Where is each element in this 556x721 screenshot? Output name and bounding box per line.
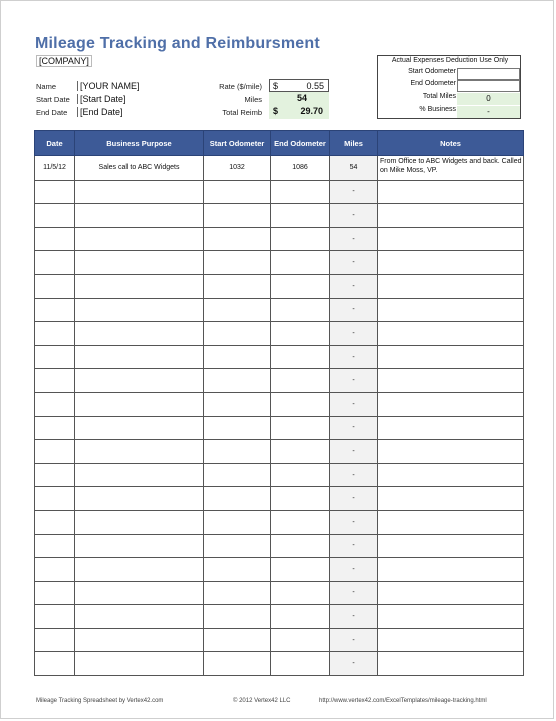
purpose-cell[interactable] (75, 487, 204, 511)
side-row-end-odometer (378, 80, 520, 92)
purpose-cell[interactable] (75, 652, 204, 676)
date-cell[interactable] (35, 345, 75, 369)
start-odometer-cell[interactable] (204, 274, 271, 298)
date-cell[interactable] (35, 180, 75, 204)
side-row-total-miles (378, 93, 520, 105)
start-odometer-cell[interactable] (204, 652, 271, 676)
miles-cell: - (330, 180, 378, 204)
total-reimb-label: Total Reimb (222, 108, 262, 117)
notes-cell[interactable] (378, 510, 524, 534)
rate-label: Rate ($/mile) (219, 82, 262, 91)
start-odometer-cell[interactable] (204, 605, 271, 629)
notes-cell[interactable] (378, 440, 524, 464)
end-odometer-cell[interactable] (271, 534, 330, 558)
reimb-dollar: $ (273, 106, 279, 116)
actual-expenses-title: Actual Expenses Deduction Use Only (391, 57, 509, 64)
purpose-cell[interactable] (75, 227, 204, 251)
end-odometer-cell[interactable] (271, 392, 330, 416)
start-odometer-cell[interactable] (204, 369, 271, 393)
date-cell[interactable] (35, 416, 75, 440)
date-cell[interactable] (35, 652, 75, 676)
end-date-field[interactable]: [End Date] (77, 107, 123, 117)
purpose-cell[interactable] (75, 180, 204, 204)
rate-cell[interactable] (269, 79, 329, 92)
date-cell[interactable] (35, 558, 75, 582)
table-row (35, 605, 524, 629)
table-row (35, 510, 524, 534)
rate-dollar: $ (273, 81, 279, 91)
date-cell[interactable] (35, 298, 75, 322)
start-odometer-cell[interactable] (204, 322, 271, 346)
miles-cell: - (330, 345, 378, 369)
miles-cell: - (330, 440, 378, 464)
date-cell[interactable] (35, 628, 75, 652)
date-cell[interactable] (35, 463, 75, 487)
footer-left: Mileage Tracking Spreadsheet by Vertex42.com (36, 698, 164, 704)
start-odometer-cell[interactable] (204, 416, 271, 440)
notes-cell[interactable] (378, 369, 524, 393)
end-odometer-cell[interactable] (271, 487, 330, 511)
date-cell[interactable] (35, 534, 75, 558)
notes-cell[interactable] (378, 416, 524, 440)
table-row (35, 628, 524, 652)
table-row (35, 298, 524, 322)
table-row (35, 487, 524, 511)
notes-cell[interactable] (378, 605, 524, 629)
purpose-cell[interactable] (75, 534, 204, 558)
end-odometer-cell[interactable]: 1086 (271, 156, 330, 181)
miles-cell: - (330, 204, 378, 228)
header-miles: Miles (330, 131, 378, 156)
purpose-cell[interactable] (75, 392, 204, 416)
notes-cell[interactable] (378, 463, 524, 487)
side-label: Total Miles (422, 93, 456, 100)
table-row (35, 322, 524, 346)
footer-copyright: © 2012 Vertex42 LLC (233, 698, 291, 704)
miles-cell: - (330, 251, 378, 275)
start-odometer-cell[interactable] (204, 558, 271, 582)
end-odometer-cell[interactable] (271, 510, 330, 534)
start-odometer-cell[interactable] (204, 251, 271, 275)
notes-cell[interactable] (378, 652, 524, 676)
end-odometer-cell[interactable] (271, 180, 330, 204)
notes-cell[interactable] (378, 251, 524, 275)
miles-cell: - (330, 369, 378, 393)
purpose-cell[interactable] (75, 251, 204, 275)
table-row (35, 156, 524, 181)
start-odometer-cell[interactable] (204, 298, 271, 322)
notes-cell[interactable] (378, 487, 524, 511)
purpose-cell[interactable] (75, 298, 204, 322)
header-start-odometer: Start Odometer (204, 131, 271, 156)
table-header-row (35, 131, 524, 156)
date-cell[interactable] (35, 369, 75, 393)
miles-cell: - (330, 558, 378, 582)
end-odometer-cell[interactable] (271, 322, 330, 346)
mileage-log-table (34, 130, 524, 676)
miles-cell: - (330, 487, 378, 511)
start-odometer-cell[interactable] (204, 345, 271, 369)
purpose-cell[interactable]: Sales call to ABC Widgets (75, 156, 204, 181)
start-date-label: Start Date (36, 95, 70, 104)
end-odometer-cell[interactable] (271, 227, 330, 251)
side-total-miles-value: 0 (457, 93, 520, 105)
notes-cell[interactable] (378, 298, 524, 322)
miles-cell: - (330, 510, 378, 534)
miles-cell: - (330, 534, 378, 558)
purpose-cell[interactable] (75, 628, 204, 652)
table-row (35, 416, 524, 440)
notes-cell[interactable] (378, 204, 524, 228)
miles-cell: - (330, 652, 378, 676)
miles-cell: - (330, 605, 378, 629)
miles-cell: - (330, 322, 378, 346)
date-cell[interactable] (35, 440, 75, 464)
side-start-odometer-field[interactable] (457, 68, 520, 80)
notes-cell[interactable] (378, 558, 524, 582)
side-label: % Business (419, 106, 456, 113)
miles-total-cell (269, 92, 329, 105)
side-row-start-odometer (378, 68, 520, 80)
purpose-cell[interactable] (75, 416, 204, 440)
table-row (35, 558, 524, 582)
end-odometer-cell[interactable] (271, 345, 330, 369)
miles-cell: - (330, 416, 378, 440)
footer-link[interactable]: http://www.vertex42.com/ExcelTemplates/mileage-tracking.html (319, 698, 487, 704)
total-reimb-value: 29.70 (300, 106, 323, 116)
notes-cell[interactable] (378, 322, 524, 346)
name-label: Name (36, 82, 57, 91)
purpose-cell[interactable] (75, 204, 204, 228)
company-field[interactable]: [COMPANY] (36, 55, 92, 67)
date-cell[interactable] (35, 605, 75, 629)
date-cell[interactable] (35, 392, 75, 416)
notes-cell[interactable] (378, 227, 524, 251)
header-date: Date (35, 131, 75, 156)
end-odometer-cell[interactable] (271, 628, 330, 652)
purpose-cell[interactable] (75, 322, 204, 346)
miles-cell: - (330, 227, 378, 251)
start-odometer-cell[interactable] (204, 510, 271, 534)
notes-cell[interactable] (378, 180, 524, 204)
side-label: Start Odometer (408, 68, 456, 75)
date-cell[interactable] (35, 322, 75, 346)
header-notes: Notes (378, 131, 524, 156)
table-row (35, 534, 524, 558)
notes-cell[interactable] (378, 581, 524, 605)
side-end-odometer-field[interactable] (457, 80, 520, 92)
side-label: End Odometer (410, 80, 456, 87)
date-cell[interactable] (35, 274, 75, 298)
table-row (35, 581, 524, 605)
miles-cell: - (330, 628, 378, 652)
start-odometer-cell[interactable] (204, 534, 271, 558)
end-odometer-cell[interactable] (271, 369, 330, 393)
end-odometer-cell[interactable] (271, 274, 330, 298)
end-odometer-cell[interactable] (271, 204, 330, 228)
date-cell[interactable] (35, 251, 75, 275)
end-odometer-cell[interactable] (271, 416, 330, 440)
miles-cell: - (330, 581, 378, 605)
miles-cell: - (330, 392, 378, 416)
date-cell[interactable] (35, 204, 75, 228)
purpose-cell[interactable] (75, 581, 204, 605)
start-odometer-cell[interactable] (204, 628, 271, 652)
notes-cell[interactable] (378, 534, 524, 558)
notes-cell[interactable] (378, 345, 524, 369)
miles-cell: - (330, 463, 378, 487)
table-row (35, 345, 524, 369)
purpose-cell[interactable] (75, 345, 204, 369)
date-cell[interactable] (35, 510, 75, 534)
table-row (35, 274, 524, 298)
end-odometer-cell[interactable] (271, 605, 330, 629)
notes-cell[interactable] (378, 392, 524, 416)
start-odometer-cell[interactable] (204, 392, 271, 416)
date-cell[interactable] (35, 487, 75, 511)
date-cell[interactable]: 11/5/12 (35, 156, 75, 181)
start-date-field[interactable]: [Start Date] (77, 94, 126, 104)
table-row (35, 227, 524, 251)
start-odometer-cell[interactable] (204, 487, 271, 511)
total-reimb-cell (269, 105, 329, 119)
table-row (35, 440, 524, 464)
miles-total-value: 54 (296, 93, 307, 103)
start-odometer-cell[interactable] (204, 227, 271, 251)
start-odometer-cell[interactable] (204, 463, 271, 487)
purpose-cell[interactable] (75, 463, 204, 487)
start-odometer-cell[interactable] (204, 204, 271, 228)
end-odometer-cell[interactable] (271, 298, 330, 322)
miles-cell: 54 (330, 156, 378, 181)
table-row (35, 204, 524, 228)
start-odometer-cell[interactable] (204, 581, 271, 605)
start-odometer-cell[interactable] (204, 180, 271, 204)
notes-cell[interactable]: From Office to ABC Widgets and back. Called on Mike Moss, VP. (378, 156, 524, 181)
start-odometer-cell[interactable]: 1032 (204, 156, 271, 181)
end-odometer-cell[interactable] (271, 581, 330, 605)
purpose-cell[interactable] (75, 369, 204, 393)
side-row-business-pct (378, 106, 520, 118)
side-business-pct-value: - (457, 106, 520, 118)
rate-value: 0.55 (306, 81, 324, 91)
table-row (35, 251, 524, 275)
table-row (35, 369, 524, 393)
purpose-cell[interactable] (75, 510, 204, 534)
table-row (35, 463, 524, 487)
purpose-cell[interactable] (75, 605, 204, 629)
table-row (35, 392, 524, 416)
actual-expenses-box (377, 55, 521, 119)
header-business-purpose: Business Purpose (75, 131, 204, 156)
end-odometer-cell[interactable] (271, 251, 330, 275)
miles-label: Miles (244, 95, 262, 104)
notes-cell[interactable] (378, 628, 524, 652)
table-row (35, 652, 524, 676)
miles-cell: - (330, 298, 378, 322)
end-odometer-cell[interactable] (271, 440, 330, 464)
header-end-odometer: End Odometer (271, 131, 330, 156)
purpose-cell[interactable] (75, 440, 204, 464)
date-cell[interactable] (35, 581, 75, 605)
end-odometer-cell[interactable] (271, 463, 330, 487)
end-odometer-cell[interactable] (271, 652, 330, 676)
purpose-cell[interactable] (75, 274, 204, 298)
table-row (35, 180, 524, 204)
purpose-cell[interactable] (75, 558, 204, 582)
end-odometer-cell[interactable] (271, 558, 330, 582)
date-cell[interactable] (35, 227, 75, 251)
notes-cell[interactable] (378, 274, 524, 298)
start-odometer-cell[interactable] (204, 440, 271, 464)
end-date-label: End Date (36, 108, 68, 117)
name-field[interactable]: [YOUR NAME] (77, 81, 140, 91)
page-title: Mileage Tracking and Reimbursment (35, 35, 320, 52)
miles-cell: - (330, 274, 378, 298)
